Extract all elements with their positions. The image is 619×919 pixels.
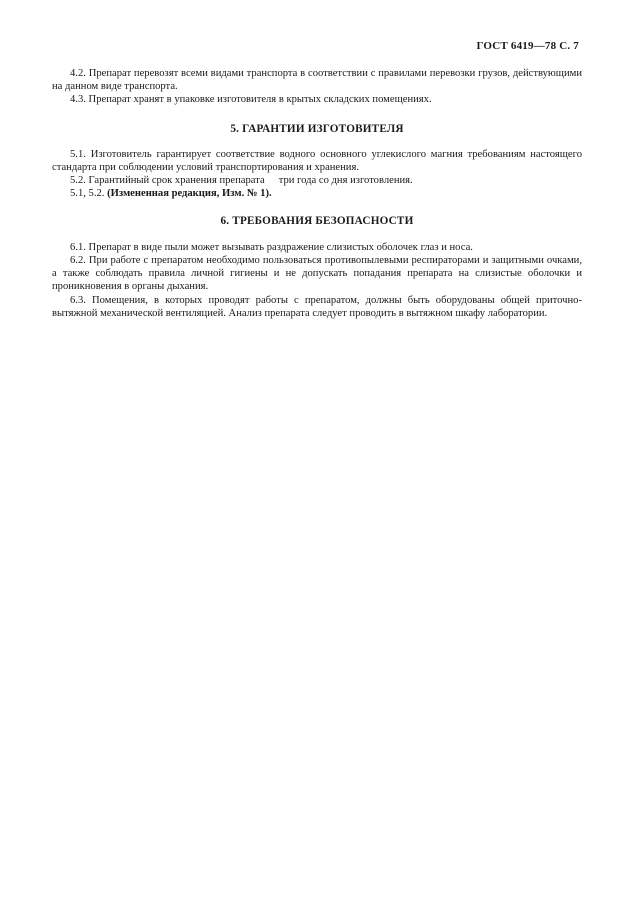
- amendment-note: [52, 187, 582, 200]
- paragraph-5-2-value: три года со дня изготовления.: [278, 175, 413, 187]
- paragraph-6-1: 6.1. Препарат в виде пыли может вызывать раздражение слизистых оболочек глаз и носа.: [70, 241, 473, 253]
- paragraph-6-2: 6.2. При работе с препаратом необходимо пользоваться противопылевыми респираторами и защитными очками, а также соблюдать правила личной гигиены и не допускать попадания препарата на слизистые оболочки и проникновения в органы дыхания.: [52, 255, 582, 293]
- paragraph-5-2: [52, 174, 582, 187]
- amendment-ref: 5.1, 5.2.: [70, 188, 105, 200]
- paragraph-5-2-label: 5.2. Гарантийный срок хранения препарата: [70, 175, 265, 187]
- section-6-title: 6. ТРЕБОВАНИЯ БЕЗОПАСНОСТИ: [220, 214, 414, 227]
- paragraph-4-3: 4.3. Препарат хранят в упаковке изготовителя в крытых складских помещениях.: [70, 94, 432, 106]
- paragraph-6-3: 6.3. Помещения, в которых проводят работы с препаратом, должны быть оборудованы общей приточно-вытяжной механической вентиляцией. Анализ препарата следует проводить в вытяжном шкафу лаборатории.: [52, 294, 582, 319]
- paragraph-5-1: 5.1. Изготовитель гарантирует соответствие водного основного углекислого магния требованиям настоящего стандарта при соблюдении условий транспортирования и хранения.: [52, 148, 582, 174]
- running-header: ГОСТ 6419—78 С. 7: [476, 40, 579, 52]
- section-5-title: 5. ГАРАНТИИ ИЗГОТОВИТЕЛЯ: [230, 122, 404, 135]
- amendment-text: (Измененная редакция, Изм. № 1).: [107, 188, 272, 200]
- page-body: [52, 67, 582, 320]
- paragraph-4-2: 4.2. Препарат перевозят всеми видами транспорта в соответствии с правилами перевозки грузов, действующими на данном виде транспорта.: [52, 68, 582, 93]
